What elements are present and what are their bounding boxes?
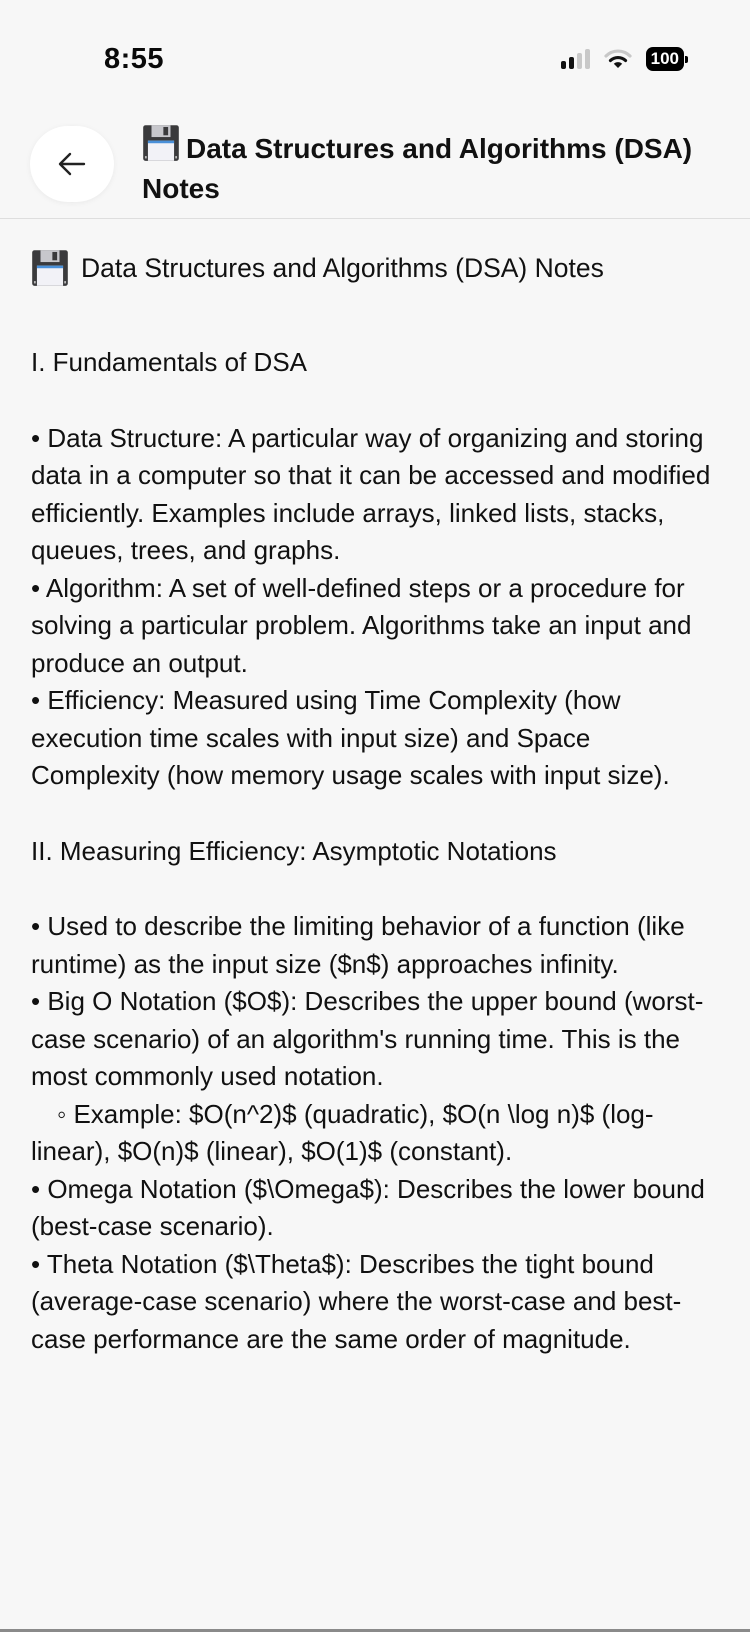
section-heading-asymptotic: II. Measuring Efficiency: Asymptotic Notations xyxy=(31,835,557,866)
list-item-omega: • Omega Notation ($\Omega$): Describes the lower bound (best-case scenario). xyxy=(31,1173,705,1241)
example-text: ◦ Example: $O(n^2)$ (quadratic), $O(n \log n)$ (log-linear), $O(n)$ (linear), $O(1)$ (constant). xyxy=(31,1098,654,1166)
floppy-disk-icon xyxy=(142,124,180,162)
back-button[interactable] xyxy=(30,126,114,202)
list-item-efficiency: • Efficiency: Measured using Time Complexity (how execution time scales with input size) and Space Complexity (how memory usage scales with input size). xyxy=(31,685,670,790)
status-icons xyxy=(561,47,688,71)
list-item-limiting-behavior: • Used to describe the limiting behavior of a function (like runtime) as the input size ($n$) approaches infinity. xyxy=(31,911,685,979)
document-title-text: Data Structures and Algorithms (DSA) Notes xyxy=(81,253,604,283)
status-time: 8:55 xyxy=(104,43,165,75)
list-item-algorithm: • Algorithm: A set of well-defined steps or a procedure for solving a particular problem. Algorithms take an input and produce an output. xyxy=(31,572,692,678)
document-title xyxy=(31,248,720,288)
list-item-theta: • Theta Notation ($\Theta$): Describes the tight bound (average-case scenario) where the worst-case and best-case performance are the same order of magnitude. xyxy=(31,1248,682,1354)
note-content[interactable] xyxy=(31,248,720,1358)
section-heading-fundamentals: I. Fundamentals of DSA xyxy=(31,347,308,377)
battery-icon xyxy=(646,47,688,71)
list-item-big-o: • Big O Notation ($O$): Describes the upper bound (worst-case scenario) of an algorithm's running time. This is the most commonly used notation. xyxy=(31,986,704,1091)
page-title xyxy=(142,124,702,209)
battery-level: 100 xyxy=(646,47,684,71)
floppy-disk-icon xyxy=(31,249,69,287)
nav-header xyxy=(0,110,750,219)
list-item-data-structure: • Data Structure: A particular way of organizing and storing data in a computer so that it can be accessed and modified efficiently. Examples include arrays, linked lists, stacks, queues, trees, and graphs. xyxy=(31,422,711,565)
cellular-signal-icon xyxy=(561,49,590,69)
list-subitem-example xyxy=(31,1096,720,1171)
wifi-icon xyxy=(604,49,632,69)
arrow-left-icon xyxy=(57,151,87,177)
page-title-text: Data Structures and Algorithms (DSA) Notes xyxy=(142,133,693,204)
status-bar xyxy=(0,0,750,110)
